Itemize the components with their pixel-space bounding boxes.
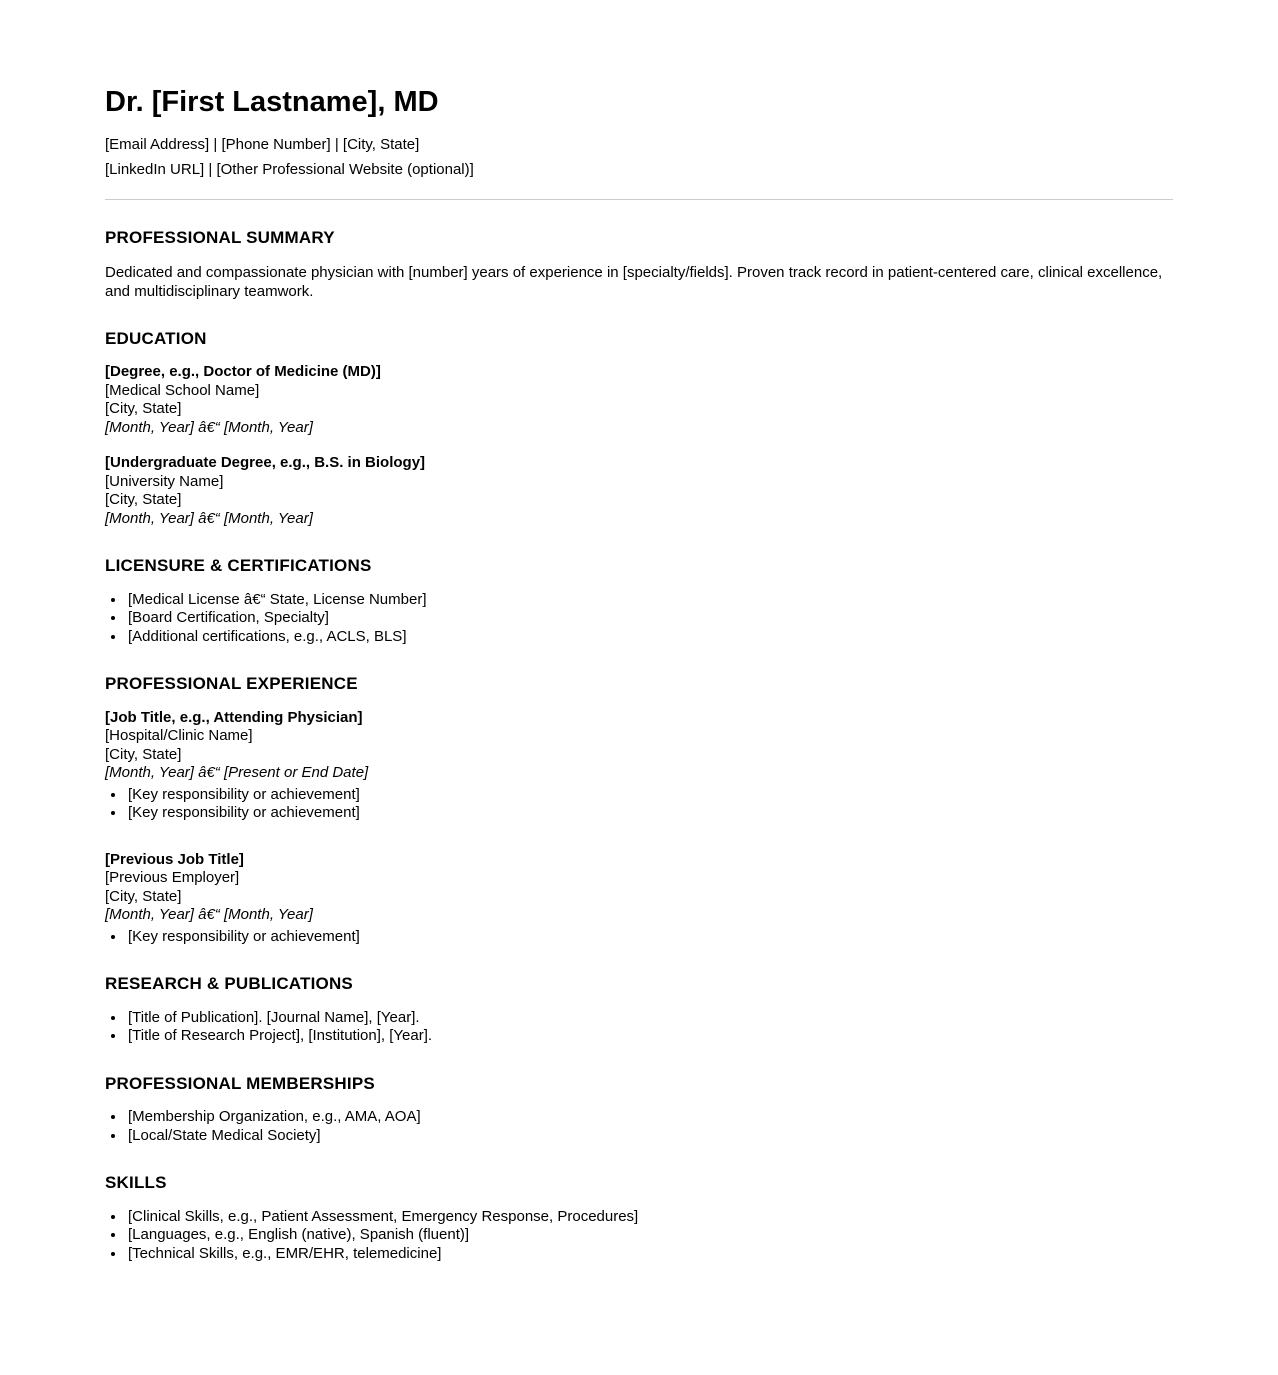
licensure-item: • [Additional certifications, e.g., ACLS, BLS] xyxy=(126,628,1173,647)
research-list xyxy=(105,1009,1173,1046)
skills-list xyxy=(105,1208,1173,1264)
job-title: [Previous Job Title] xyxy=(105,850,244,868)
responsibility-item: • [Key responsibility or achievement] xyxy=(126,804,1173,823)
header-divider xyxy=(105,199,1173,200)
publication-item: • [Title of Research Project], [Institution], [Year]. xyxy=(126,1027,1173,1046)
experience-entry xyxy=(105,851,1173,925)
experience-bullet-list xyxy=(105,786,1173,823)
education-dates: [Month, Year] â€“ [Month, Year] xyxy=(105,418,313,436)
memberships-list xyxy=(105,1108,1173,1145)
page-title: Dr. [First Lastname], MD xyxy=(105,86,439,118)
section-heading-professional-experience: PROFESSIONAL EXPERIENCE xyxy=(105,674,358,694)
job-location: [City, State] xyxy=(105,745,182,763)
school-location: [City, State] xyxy=(105,400,182,418)
responsibility-item: • [Key responsibility or achievement] xyxy=(126,928,1173,947)
education-entry xyxy=(105,363,1173,437)
degree-title: [Degree, e.g., Doctor of Medicine (MD)] xyxy=(105,363,381,381)
employer-name: [Hospital/Clinic Name] xyxy=(105,727,253,745)
job-title: [Job Title, e.g., Attending Physician] xyxy=(105,708,363,726)
contact-line-2: [LinkedIn URL] | [Other Professional Website (optional)] xyxy=(105,161,474,179)
publication-item: • [Title of Publication]. [Journal Name], [Year]. xyxy=(126,1009,1173,1028)
school-name: [Medical School Name] xyxy=(105,381,260,399)
experience-entry xyxy=(105,709,1173,783)
degree-title: [Undergraduate Degree, e.g., B.S. in Biology] xyxy=(105,454,426,472)
section-heading-research-publications: RESEARCH & PUBLICATIONS xyxy=(105,974,353,994)
licensure-list xyxy=(105,591,1173,647)
membership-item: • [Membership Organization, e.g., AMA, AOA] xyxy=(126,1108,1173,1127)
licensure-item: • [Medical License â€“ State, License Number] xyxy=(126,591,1173,610)
employer-name: [Previous Employer] xyxy=(105,869,240,887)
skill-item: • [Languages, e.g., English (native), Spanish (fluent)] xyxy=(126,1226,1173,1245)
job-dates: [Month, Year] â€“ [Present or End Date] xyxy=(105,764,369,782)
experience-bullet-list xyxy=(105,928,1173,947)
section-heading-professional-summary: PROFESSIONAL SUMMARY xyxy=(105,228,335,248)
school-location: [City, State] xyxy=(105,491,182,509)
education-entry xyxy=(105,454,1173,528)
responsibility-item: • [Key responsibility or achievement] xyxy=(126,786,1173,805)
professional-summary-text: Dedicated and compassionate physician with [number] years of experience in [specialty/fields]. Proven track record in patient-centered care, clinical excellence, and multidisciplinary teamwork. xyxy=(105,263,1163,300)
section-heading-professional-memberships: PROFESSIONAL MEMBERSHIPS xyxy=(105,1073,375,1093)
section-heading-skills: SKILLS xyxy=(105,1173,167,1193)
contact-info xyxy=(105,132,1173,182)
membership-item: • [Local/State Medical Society] xyxy=(126,1127,1173,1146)
section-heading-licensure-certifications: LICENSURE & CERTIFICATIONS xyxy=(105,556,372,576)
skill-item: • [Technical Skills, e.g., EMR/EHR, telemedicine] xyxy=(126,1245,1173,1264)
school-name: [University Name] xyxy=(105,472,224,490)
section-heading-education: EDUCATION xyxy=(105,328,207,348)
education-dates: [Month, Year] â€“ [Month, Year] xyxy=(105,509,313,527)
job-dates: [Month, Year] â€“ [Month, Year] xyxy=(105,906,313,924)
licensure-item: • [Board Certification, Specialty] xyxy=(126,609,1173,628)
job-location: [City, State] xyxy=(105,887,182,905)
contact-line-1: [Email Address] | [Phone Number] | [City, State] xyxy=(105,136,420,154)
skill-item: • [Clinical Skills, e.g., Patient Assessment, Emergency Response, Procedures] xyxy=(126,1208,1173,1227)
